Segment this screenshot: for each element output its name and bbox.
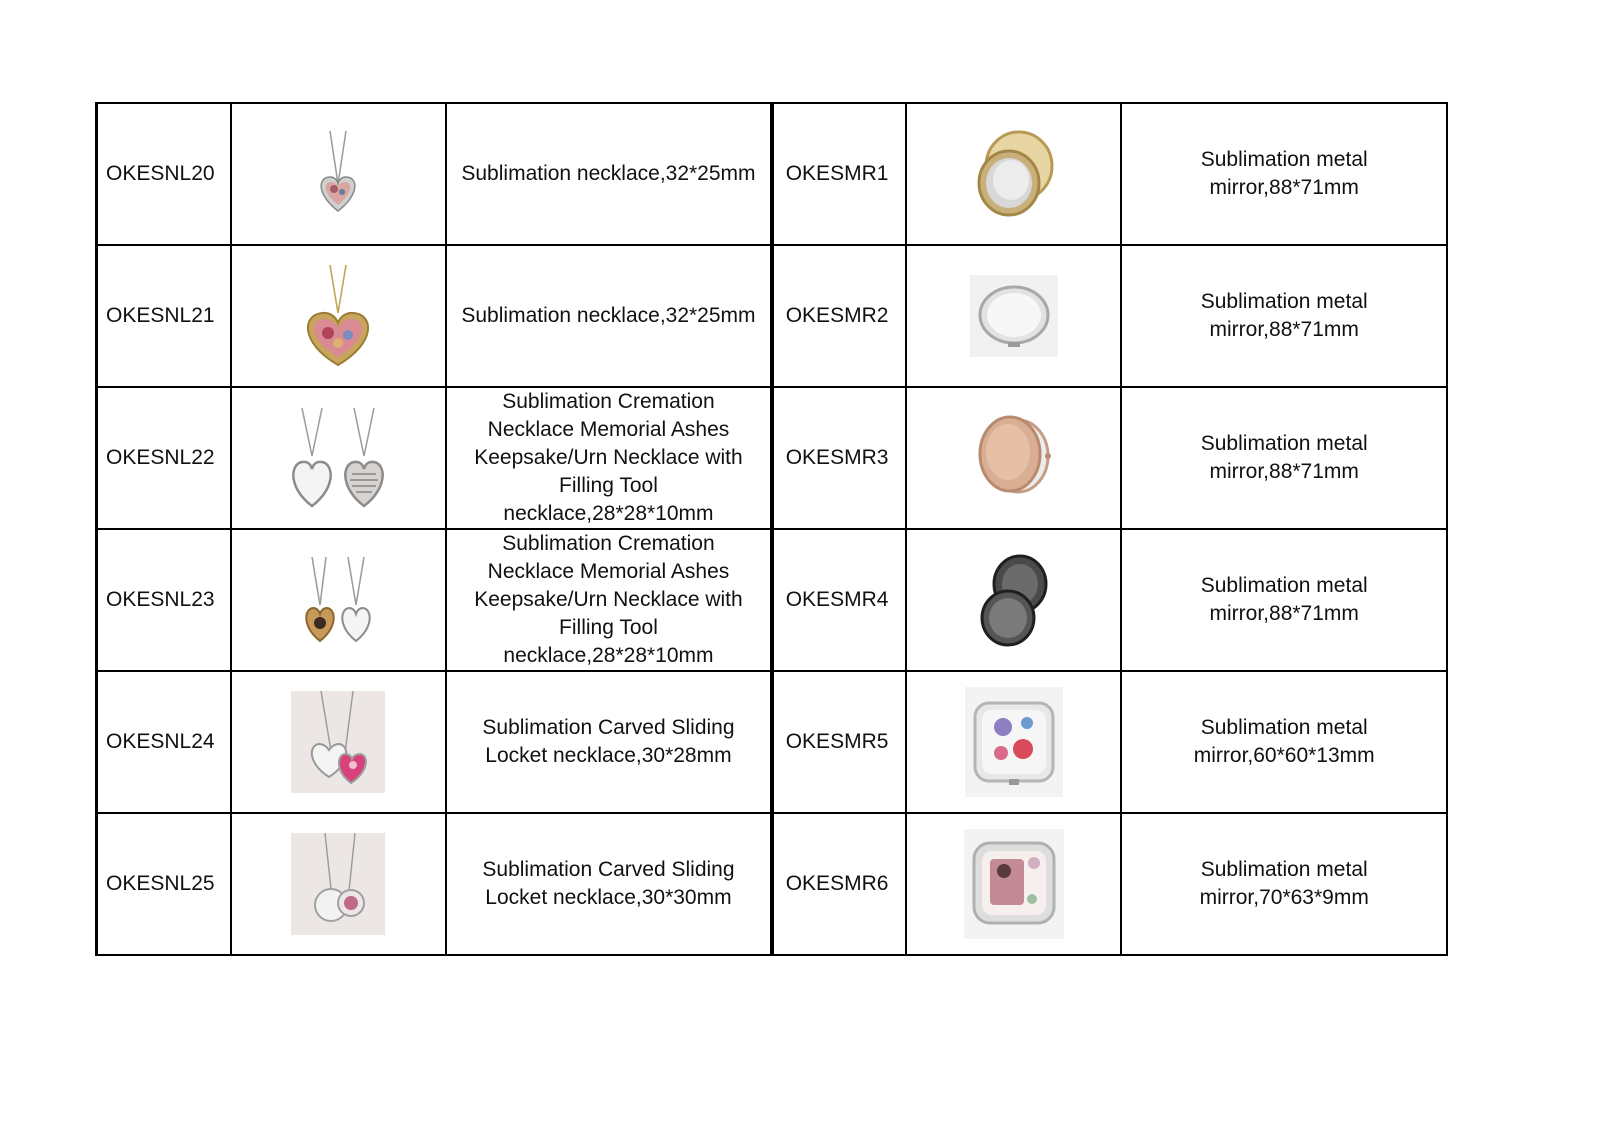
product-description: Sublimation metal mirror,88*71mm xyxy=(1200,290,1368,341)
product-description: Sublimation Cremation Necklace Memorial Ashes Keepsake/Urn Necklace with Filling Tool necklace,28*28*10mm xyxy=(474,532,743,667)
product-description-cell xyxy=(1121,245,1447,387)
black-compact-mirror-icon xyxy=(974,550,1054,650)
product-code-cell xyxy=(772,387,906,529)
product-image-cell xyxy=(231,245,447,387)
product-image-cell xyxy=(231,387,447,529)
product-description-cell xyxy=(446,387,772,529)
product-code-cell xyxy=(97,103,231,245)
product-code: OKESMR2 xyxy=(785,304,889,327)
gold-heart-pendant-icon xyxy=(290,263,386,369)
table-row xyxy=(97,387,1448,529)
product-code-cell xyxy=(772,529,906,671)
product-description-cell xyxy=(1121,813,1447,955)
product-code: OKESMR4 xyxy=(785,588,889,611)
product-code-cell xyxy=(97,529,231,671)
product-description: Sublimation metal mirror,60*60*13mm xyxy=(1193,716,1375,767)
table-row xyxy=(97,529,1448,671)
product-description: Sublimation necklace,32*25mm xyxy=(461,162,756,185)
product-description-cell xyxy=(446,813,772,955)
product-code-cell xyxy=(97,245,231,387)
product-image-cell xyxy=(906,529,1122,671)
product-code-cell xyxy=(772,671,906,813)
square-floral-mirror-icon xyxy=(965,687,1063,797)
product-description-cell xyxy=(1121,387,1447,529)
product-image-cell xyxy=(906,813,1122,955)
product-description: Sublimation necklace,32*25mm xyxy=(461,304,756,327)
product-code: OKESMR1 xyxy=(785,162,889,185)
sliding-round-locket-icon xyxy=(291,833,385,935)
product-description: Sublimation metal mirror,88*71mm xyxy=(1200,148,1368,199)
product-description: Sublimation metal mirror,88*71mm xyxy=(1200,432,1368,483)
product-code: OKESNL20 xyxy=(106,162,215,185)
product-description-cell xyxy=(446,671,772,813)
product-description-cell xyxy=(1121,103,1447,245)
product-image-cell xyxy=(231,529,447,671)
silver-round-mirror-icon xyxy=(970,275,1058,357)
product-code-cell xyxy=(772,813,906,955)
table-row xyxy=(97,813,1448,955)
product-code: OKESNL25 xyxy=(106,872,215,895)
product-description-cell xyxy=(446,245,772,387)
heart-pendant-icon xyxy=(308,129,368,219)
product-image-cell xyxy=(906,387,1122,529)
product-description-cell xyxy=(446,103,772,245)
product-code: OKESNL24 xyxy=(106,730,215,753)
twin-small-heart-pendant-icon xyxy=(298,555,378,645)
product-description: Sublimation Carved Sliding Locket necklace,30*30mm xyxy=(482,858,735,909)
product-image-cell xyxy=(906,103,1122,245)
product-image-cell xyxy=(231,813,447,955)
product-code-cell xyxy=(97,387,231,529)
product-description-cell xyxy=(446,529,772,671)
product-image-cell xyxy=(231,103,447,245)
product-code-cell xyxy=(772,103,906,245)
table-row xyxy=(97,103,1448,245)
product-description: Sublimation metal mirror,88*71mm xyxy=(1200,574,1368,625)
product-image-cell xyxy=(906,245,1122,387)
product-catalog-sheet xyxy=(95,102,1448,965)
product-code: OKESNL23 xyxy=(106,588,215,611)
product-description: Sublimation Carved Sliding Locket necklace,30*28mm xyxy=(482,716,735,767)
product-description: Sublimation metal mirror,70*63*9mm xyxy=(1199,858,1369,909)
product-description-cell xyxy=(1121,671,1447,813)
product-code: OKESMR6 xyxy=(785,872,889,895)
product-image-cell xyxy=(906,671,1122,813)
product-code: OKESMR3 xyxy=(785,446,889,469)
product-code: OKESMR5 xyxy=(785,730,889,753)
product-code-cell xyxy=(97,671,231,813)
gold-compact-mirror-icon xyxy=(969,128,1059,220)
rose-gold-compact-mirror-icon xyxy=(974,410,1054,506)
product-table xyxy=(95,102,1448,956)
twin-heart-urn-pendant-icon xyxy=(288,406,388,510)
photo-square-mirror-icon xyxy=(964,829,1064,939)
product-image-cell xyxy=(231,671,447,813)
product-code-cell xyxy=(97,813,231,955)
product-description-cell xyxy=(1121,529,1447,671)
table-row xyxy=(97,245,1448,387)
table-row xyxy=(97,671,1448,813)
product-description: Sublimation Cremation Necklace Memorial Ashes Keepsake/Urn Necklace with Filling Tool necklace,28*28*10mm xyxy=(474,390,743,525)
product-code: OKESNL21 xyxy=(106,304,215,327)
product-code-cell xyxy=(772,245,906,387)
sliding-heart-locket-icon xyxy=(291,691,385,793)
product-code: OKESNL22 xyxy=(106,446,215,469)
